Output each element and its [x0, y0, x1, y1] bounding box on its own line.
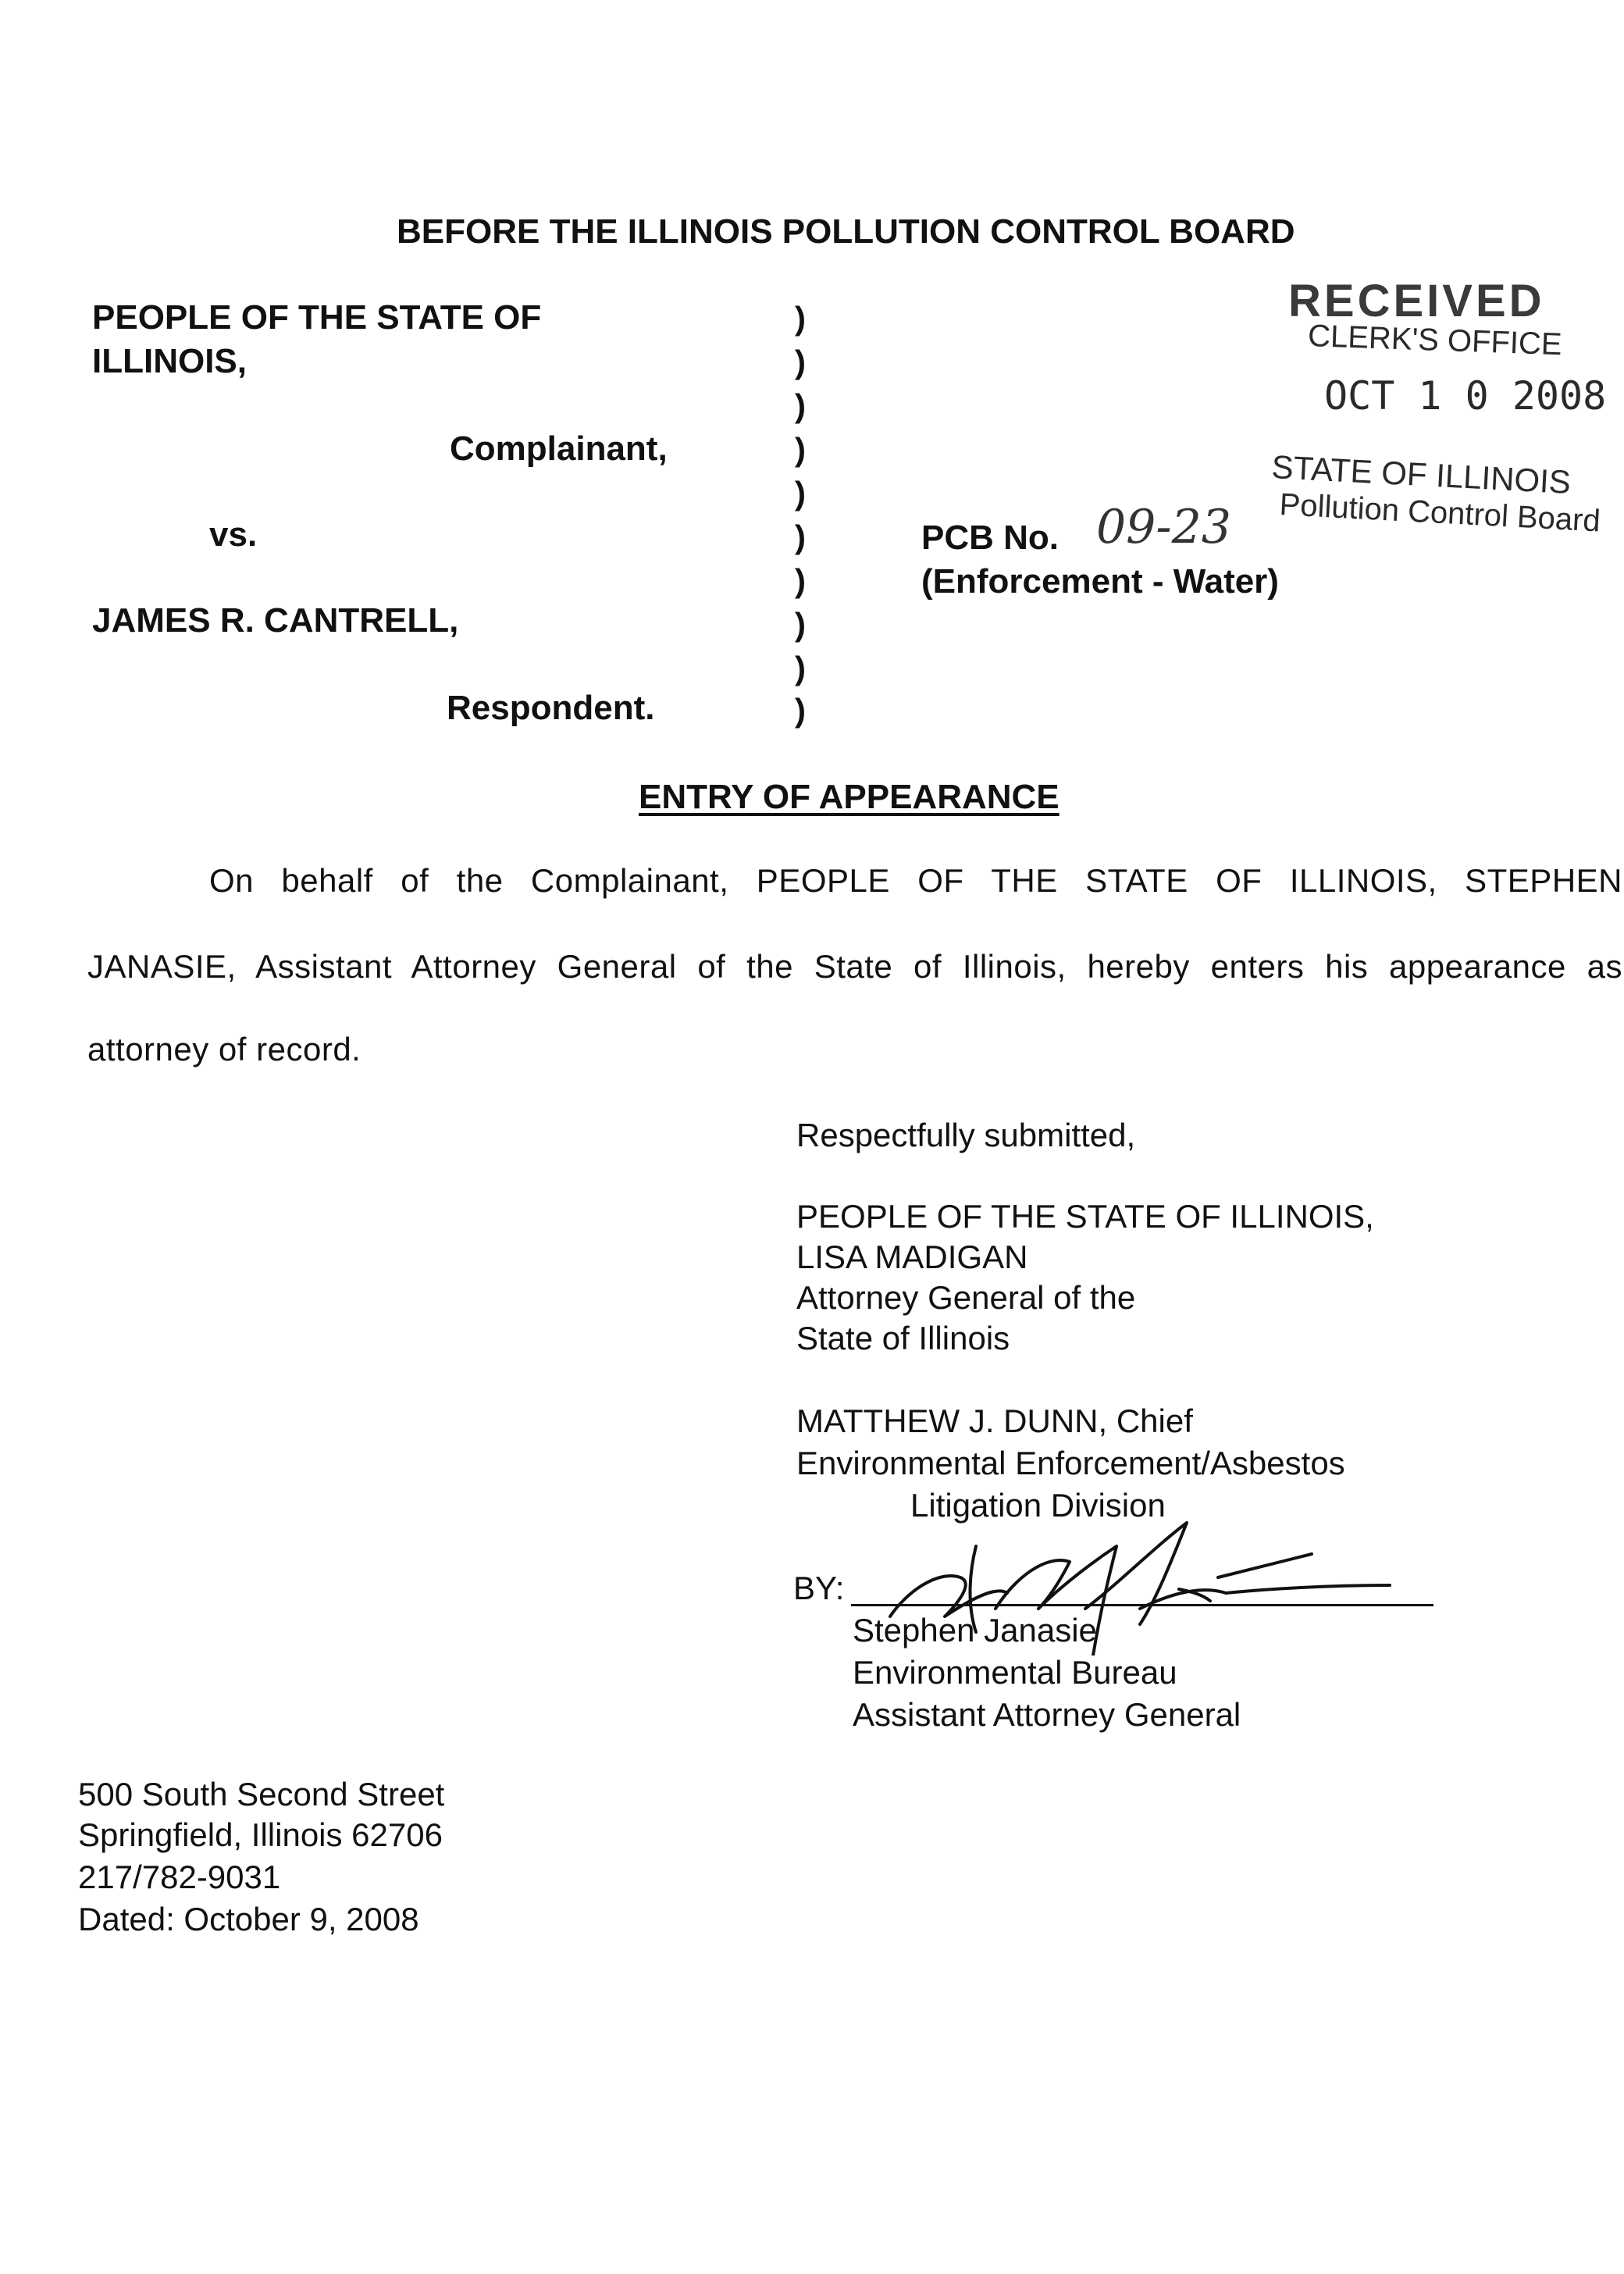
versus-label: vs.	[209, 515, 258, 554]
stamp-office: CLERK'S OFFICE	[1307, 319, 1563, 362]
stamp-state: STATE OF ILLINOIS	[1270, 448, 1572, 501]
caption-paren: )	[795, 562, 806, 599]
signer-bureau: Environmental Bureau	[853, 1654, 1177, 1691]
court-header: BEFORE THE ILLINOIS POLLUTION CONTROL BOARD	[397, 212, 1295, 251]
stamp-received: RECEIVED	[1288, 276, 1545, 326]
case-type: (Enforcement - Water)	[921, 562, 1279, 601]
plaintiff-name-line2: ILLINOIS,	[92, 342, 247, 380]
case-number-label: PCB No.	[921, 519, 1059, 557]
caption-paren: )	[795, 519, 806, 555]
caption-paren: )	[795, 650, 806, 686]
stamp-board: Pollution Control Board	[1278, 487, 1601, 539]
address-city: Springfield, Illinois 62706	[78, 1816, 443, 1853]
caption-paren: )	[795, 692, 806, 729]
ag-title-line1: Attorney General of the	[796, 1279, 1136, 1316]
division-line1: Environmental Enforcement/Asbestos	[796, 1445, 1345, 1481]
document-title: ENTRY OF APPEARANCE	[639, 778, 1060, 816]
ag-title-line2: State of Illinois	[796, 1320, 1010, 1356]
address-street: 500 South Second Street	[78, 1776, 445, 1812]
plaintiff-role: Complainant,	[450, 429, 668, 468]
ag-name: LISA MADIGAN	[796, 1239, 1028, 1275]
plaintiff-name-line1: PEOPLE OF THE STATE OF	[92, 298, 542, 337]
caption-paren: )	[795, 606, 806, 643]
date-line: Dated: October 9, 2008	[78, 1901, 419, 1937]
closing: Respectfully submitted,	[796, 1117, 1136, 1153]
caption-paren: )	[795, 300, 806, 337]
caption-paren: )	[795, 344, 806, 380]
signer-name: Stephen Janasie	[853, 1612, 1097, 1648]
chief-name: MATTHEW J. DUNN, Chief	[796, 1403, 1193, 1439]
stamp-date: OCT 1 0 2008	[1324, 373, 1607, 419]
defendant-name: JAMES R. CANTRELL,	[92, 601, 459, 640]
party-name: PEOPLE OF THE STATE OF ILLINOIS,	[796, 1198, 1374, 1235]
caption-paren: )	[795, 475, 806, 511]
caption-paren: )	[795, 387, 806, 424]
division-line2: Litigation Division	[910, 1487, 1166, 1524]
body-line-1: On behalf of the Complainant, PEOPLE OF THE STATE OF ILLINOIS, STEPHEN	[209, 862, 1622, 899]
body-line-3: attorney of record.	[87, 1031, 361, 1067]
case-number-handwritten: 09-23	[1096, 500, 1231, 554]
by-label: BY:	[793, 1570, 845, 1606]
caption-paren: )	[795, 431, 806, 468]
address-phone: 217/782-9031	[78, 1859, 281, 1895]
signer-title: Assistant Attorney General	[853, 1696, 1241, 1733]
body-line-2: JANASIE, Assistant Attorney General of the State of Illinois, hereby enters his appearance as	[87, 948, 1622, 985]
defendant-role: Respondent.	[447, 689, 655, 727]
